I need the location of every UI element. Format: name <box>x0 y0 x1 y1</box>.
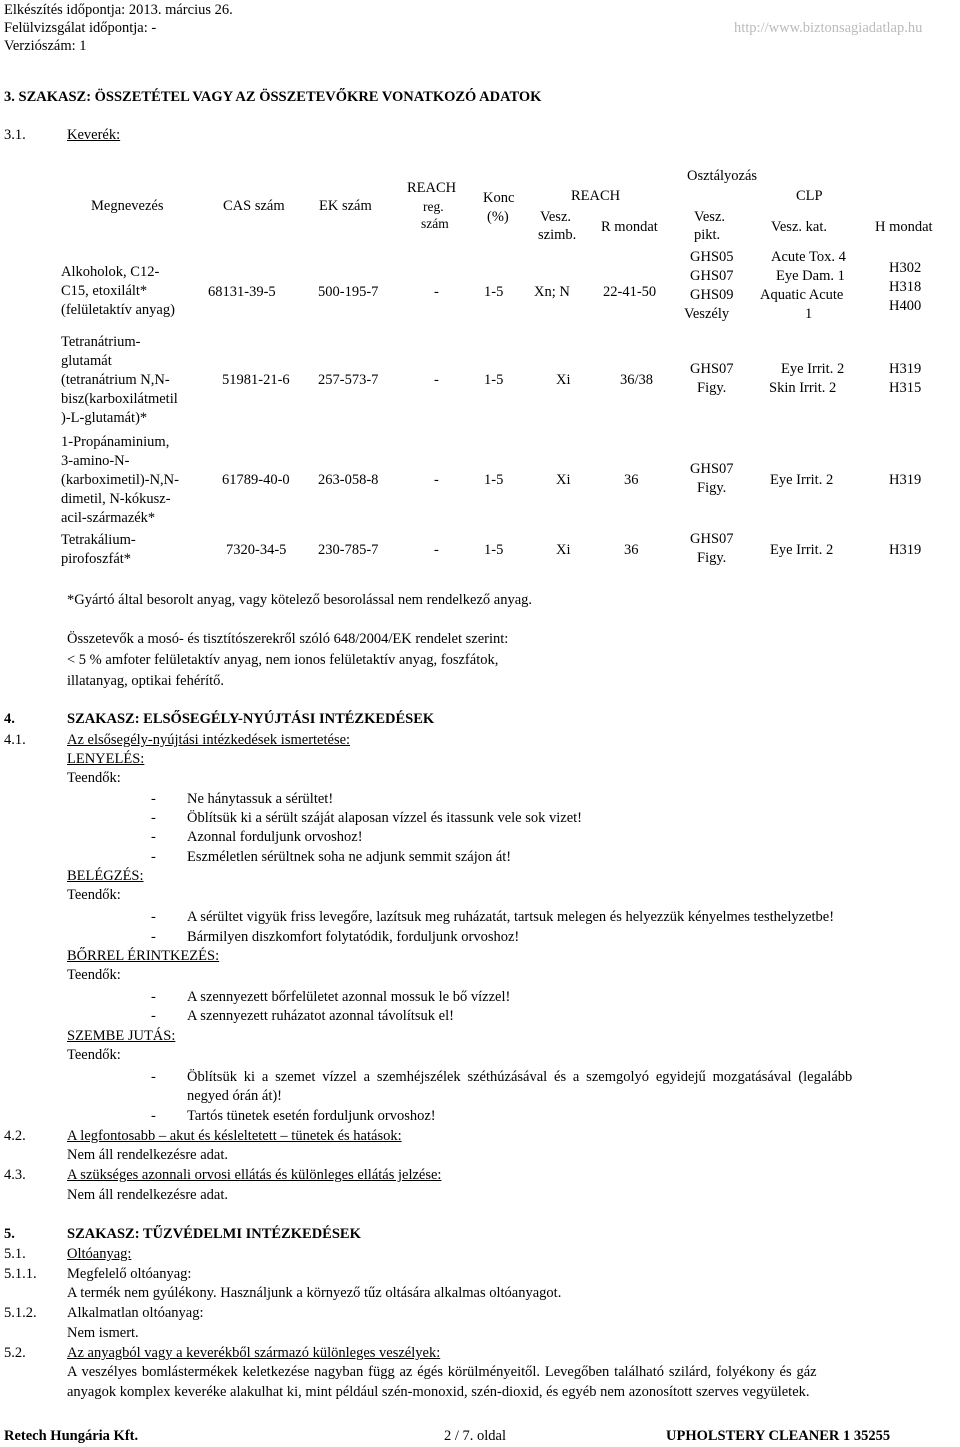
row-name-line: acil-származék* <box>61 510 156 526</box>
row-name-line: Tetrakálium- <box>61 532 136 548</box>
section-5-1-2-text: Nem ismert. <box>67 1325 139 1341</box>
list-dash: - <box>151 829 156 845</box>
row-pikt: GHS05 <box>690 249 734 265</box>
section-4-1-title: Az elsősegély-nyújtási intézkedések ismertetése: <box>67 732 351 748</box>
section-4-2-number: 4.2. <box>4 1128 26 1144</box>
row-konc: 1-5 <box>484 472 504 488</box>
row-h: H318 <box>889 279 922 295</box>
section-5-1-1-text: A termék nem gyúlékony. Használjunk a környező tűz oltására alkalmas oltóanyagot. <box>67 1285 562 1301</box>
list-dash: - <box>151 849 156 865</box>
row-szimb: Xi <box>556 372 571 388</box>
section-5-1-1-title: Megfelelő oltóanyag: <box>67 1266 192 1282</box>
list-item: Tartós tünetek esetén forduljunk orvoshoz! <box>187 1108 436 1124</box>
list-dash: - <box>151 810 156 826</box>
section-3-1-title: Keverék: <box>67 127 121 143</box>
col-header-vesz-pikt-2: pikt. <box>694 227 721 243</box>
col-header-vesz-szimb-2: szimb. <box>538 227 577 243</box>
section-5-1-1-number: 5.1.1. <box>4 1266 37 1282</box>
row-ek: 230-785-7 <box>318 542 379 558</box>
row-name-line: )-L-glutamát)* <box>61 410 148 426</box>
list-dash: - <box>151 791 156 807</box>
list-dash: - <box>151 1008 156 1024</box>
row-name-line: 3-amino-N- <box>61 453 130 469</box>
row-name-line: glutamát <box>61 353 112 369</box>
row-h: H302 <box>889 260 922 276</box>
row-pikt: Figy. <box>697 550 727 566</box>
row-kat: Eye Irrit. 2 <box>770 542 834 558</box>
row-ek: 263-058-8 <box>318 472 379 488</box>
list-item: A szennyezett bőrfelületet azonnal mossuk le bő vízzel! <box>187 989 511 1005</box>
row-szimb: Xn; N <box>534 284 570 300</box>
row-kat: Eye Irrit. 2 <box>770 472 834 488</box>
section-5-1-title: Oltóanyag: <box>67 1246 132 1262</box>
col-header-name: Megnevezés <box>91 198 164 214</box>
col-header-clp: CLP <box>796 188 823 204</box>
list-dash: - <box>151 1069 156 1085</box>
row-h: H319 <box>889 472 922 488</box>
list-item: Ne hánytassuk a sérültet! <box>187 791 334 807</box>
row-name-line: 1-Propánaminium, <box>61 434 170 450</box>
row-name-line: bisz(karboxilátmetil <box>61 391 178 407</box>
row-pikt: Figy. <box>697 480 727 496</box>
row-h: H315 <box>889 380 922 396</box>
row-h: H319 <box>889 542 922 558</box>
row-pikt: GHS07 <box>690 531 734 547</box>
row-reg: - <box>434 284 439 300</box>
subheading-ingestion: LENYELÉS: <box>67 751 145 767</box>
section-4-3-text: Nem áll rendelkezésre adat. <box>67 1187 229 1203</box>
row-reg: - <box>434 372 439 388</box>
row-name-line: C15, etoxilált* <box>61 283 148 299</box>
section-5-title: SZAKASZ: TŰZVÉDELMI INTÉZKEDÉSEK <box>67 1226 361 1242</box>
list-item: A sérültet vigyük friss levegőre, lazítsuk meg ruházatát, tartsuk melegen és helyezzük kényelmes testhelyzetbe! <box>187 909 835 925</box>
col-header-reach-reg-2: reg. <box>423 199 444 214</box>
row-konc: 1-5 <box>484 542 504 558</box>
section-4-number: 4. <box>4 711 15 727</box>
row-name-line: pirofoszfát* <box>61 551 132 567</box>
section-5-2-title: Az anyagból vagy a keverékből származó különleges veszélyek: <box>67 1345 441 1361</box>
footer-page-number: 2 / 7. oldal <box>444 1428 507 1444</box>
subheading-inhalation: BELÉGZÉS: <box>67 868 144 884</box>
list-item: Eszméletlen sérültnek soha ne adjunk semmit szájon át! <box>187 849 512 865</box>
row-r: 36/38 <box>620 372 654 388</box>
col-header-reach-reg-1: REACH <box>407 180 457 196</box>
col-header-vesz-pikt-1: Vesz. <box>694 209 726 225</box>
row-ek: 257-573-7 <box>318 372 379 388</box>
header-created: Elkészítés időpontja: 2013. március 26. <box>4 2 233 18</box>
detergent-note-line: Összetevők a mosó- és tisztítószerekről szóló 648/2004/EK rendelet szerint: <box>67 631 509 647</box>
section-4-3-number: 4.3. <box>4 1167 26 1183</box>
col-header-ek: EK szám <box>319 198 372 214</box>
row-pikt: GHS09 <box>690 287 734 303</box>
footer-company: Retech Hungária Kft. <box>4 1428 139 1444</box>
section-4-title: SZAKASZ: ELSŐSEGÉLY-NYÚJTÁSI INTÉZKEDÉSEK <box>67 711 435 727</box>
section-3-1-number: 3.1. <box>4 127 26 143</box>
row-szimb: Xi <box>556 472 571 488</box>
row-r: 36 <box>624 472 639 488</box>
row-name-line: dimetil, N-kókusz- <box>61 491 171 507</box>
col-header-reach: REACH <box>571 188 621 204</box>
row-name-line: (felületaktív anyag) <box>61 302 175 318</box>
row-pikt: Figy. <box>697 380 727 396</box>
list-dash: - <box>151 929 156 945</box>
list-dash: - <box>151 909 156 925</box>
row-name-line: (tetranátrium N,N- <box>61 372 170 388</box>
row-pikt: Veszély <box>684 306 730 322</box>
list-item: A szennyezett ruházatot azonnal távolítsuk el! <box>187 1008 454 1024</box>
row-name-line: Alkoholok, C12- <box>61 264 160 280</box>
section-5-1-2-title: Alkalmatlan oltóanyag: <box>67 1305 204 1321</box>
list-item: Öblítsük ki a szemet vízzel a szemhéjszélek széthúzásával és a szemgolyó egyidejű mozgatásával (legalább <box>187 1069 853 1085</box>
row-r: 22-41-50 <box>603 284 657 300</box>
row-reg: - <box>434 472 439 488</box>
list-dash: - <box>151 989 156 1005</box>
star-footnote: *Gyártó által besorolt anyag, vagy kötelező besorolással nem rendelkező anyag. <box>67 592 533 608</box>
row-pikt: GHS07 <box>690 361 734 377</box>
section-5-1-2-number: 5.1.2. <box>4 1305 37 1321</box>
row-cas: 51981-21-6 <box>222 372 290 388</box>
row-konc: 1-5 <box>484 372 504 388</box>
todo-label: Teendők: <box>67 1047 121 1063</box>
col-header-h-mondat: H mondat <box>875 219 933 235</box>
row-pikt: GHS07 <box>690 268 734 284</box>
section-4-2-title: A legfontosabb – akut és késleltetett – tünetek és hatások: <box>67 1128 402 1144</box>
todo-label: Teendők: <box>67 887 121 903</box>
detergent-note-line: illatanyag, optikai fehérítő. <box>67 673 225 689</box>
list-item: Azonnal forduljunk orvoshoz! <box>187 829 363 845</box>
col-header-vesz-szimb-1: Vesz. <box>540 209 572 225</box>
subheading-eye: SZEMBE JUTÁS: <box>67 1028 176 1044</box>
section-5-2-text: A veszélyes bomlástermékek keletkezése nagyban függ az égés körülményeitől. Levegőben található szilárd, folyékony és gáz <box>67 1364 817 1380</box>
list-dash: - <box>151 1108 156 1124</box>
header-url-link[interactable]: http://www.biztonsagiadatlap.hu <box>734 20 923 36</box>
row-ek: 500-195-7 <box>318 284 379 300</box>
list-item-continued: negyed órán át)! <box>187 1088 283 1104</box>
row-r: 36 <box>624 542 639 558</box>
row-cas: 68131-39-5 <box>208 284 276 300</box>
row-name-line: (karboximetil)-N,N- <box>61 472 179 488</box>
list-item: Öblítsük ki a sérült száját alaposan vízzel és itassunk vele sok vizet! <box>187 810 583 826</box>
section-4-1-number: 4.1. <box>4 732 26 748</box>
col-header-vesz-kat: Vesz. kat. <box>771 219 827 235</box>
section-4-3-title: A szükséges azonnali orvosi ellátás és különleges ellátás jelzése: <box>67 1167 442 1183</box>
todo-label: Teendők: <box>67 770 121 786</box>
col-header-konc-1: Konc <box>483 190 515 206</box>
row-reg: - <box>434 542 439 558</box>
detergent-note-line: < 5 % amfoter felületaktív anyag, nem ionos felületaktív anyag, foszfátok, <box>67 652 499 668</box>
section-4-2-text: Nem áll rendelkezésre adat. <box>67 1147 229 1163</box>
col-header-cas: CAS szám <box>223 198 285 214</box>
row-konc: 1-5 <box>484 284 504 300</box>
section-5-2-text: anyagok komplex keveréke alakulhat ki, mint például szén-monoxid, szén-dioxid, és egyéb nem azonosított szerves vegyületek. <box>67 1384 810 1400</box>
row-kat: Acute Tox. 4 <box>771 249 846 265</box>
col-header-konc-2: (%) <box>487 209 509 225</box>
row-h: H319 <box>889 361 922 377</box>
section-5-1-number: 5.1. <box>4 1246 26 1262</box>
row-pikt: GHS07 <box>690 461 734 477</box>
header-review: Felülvizsgálat időpontja: - <box>4 20 157 36</box>
row-szimb: Xi <box>556 542 571 558</box>
row-cas: 7320-34-5 <box>226 542 287 558</box>
row-h: H400 <box>889 298 922 314</box>
row-name-line: Tetranátrium- <box>61 334 141 350</box>
section-3-title: 3. SZAKASZ: ÖSSZETÉTEL VAGY AZ ÖSSZETEVŐKRE VONATKOZÓ ADATOK <box>4 89 542 105</box>
col-header-osztalyozas: Osztályozás <box>687 168 758 184</box>
row-kat: Aquatic Acute <box>760 287 844 303</box>
row-kat: Skin Irrit. 2 <box>769 380 837 396</box>
row-kat: Eye Dam. 1 <box>776 268 845 284</box>
col-header-reach-reg-3: szám <box>421 216 449 231</box>
row-cas: 61789-40-0 <box>222 472 290 488</box>
footer-product-name: UPHOLSTERY CLEANER 1 35255 <box>666 1428 891 1444</box>
header-version: Verziószám: 1 <box>4 38 87 54</box>
col-header-r-mondat: R mondat <box>601 219 658 235</box>
section-5-2-number: 5.2. <box>4 1345 26 1361</box>
row-kat: Eye Irrit. 2 <box>781 361 845 377</box>
todo-label: Teendők: <box>67 967 121 983</box>
row-kat: 1 <box>805 306 813 322</box>
subheading-skin: BŐRREL ÉRINTKEZÉS: <box>67 948 220 964</box>
list-item: Bármilyen diszkomfort folytatódik, forduljunk orvoshoz! <box>187 929 520 945</box>
section-5-number: 5. <box>4 1226 15 1242</box>
